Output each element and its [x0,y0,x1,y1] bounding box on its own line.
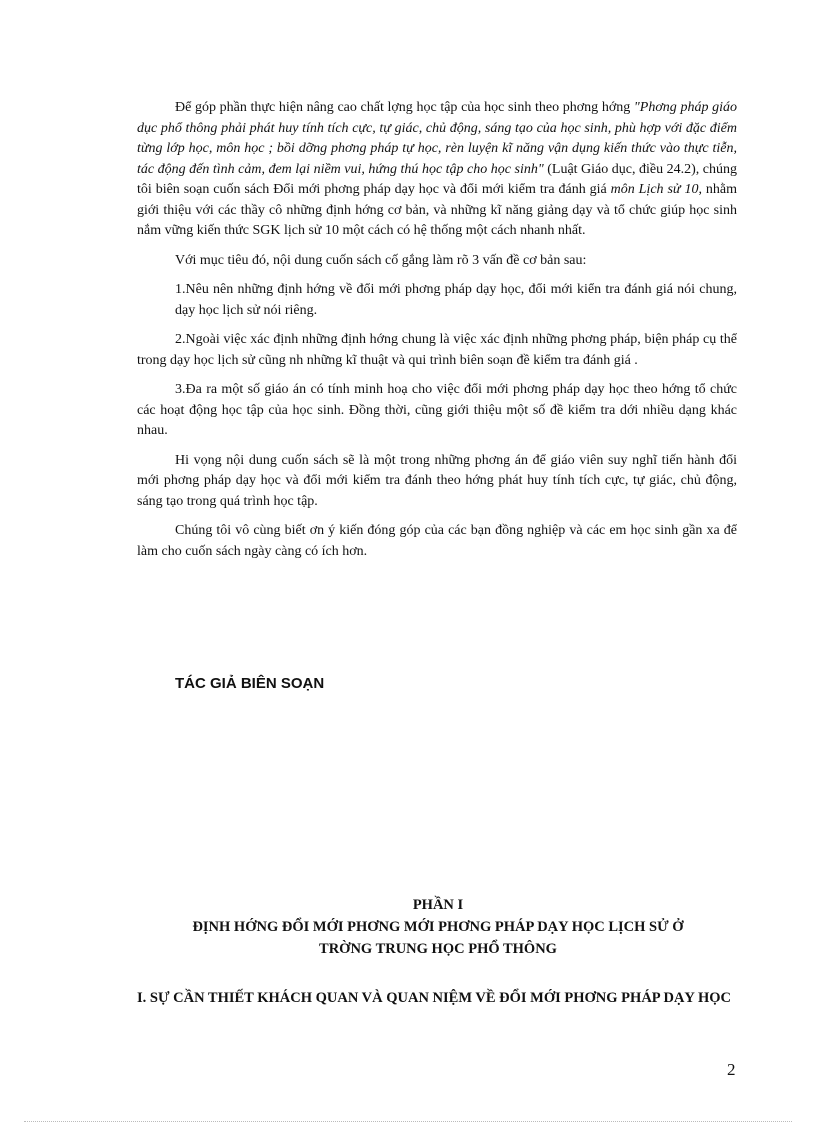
preface-point-3: 3.Đa ra một số giáo án có tính minh hoạ cho việc đổi mới phơng pháp dạy học theo hớng tổ chức các hoạt động học tập của học sinh. Đồng thời, cũng giới thiệu một số đề kiểm tra dới nhiều dạng khác nhau. [137,382,737,438]
preface-paragraph-2: Với mục tiêu đó, nội dung cuốn sách cố gắng làm rõ 3 vấn đề cơ bản sau: [175,252,587,268]
section-heading: I. SỰ CẦN THIẾT KHÁCH QUAN VÀ QUAN NIỆM VỀ ĐỔI MỚI PHƠNG PHÁP DẠY HỌC [137,990,732,1006]
p1-mid: (Luật Giáo dục, điều 24.2), chúng tôi biên soạn cuốn sách Đổi mới phơng pháp dạy học và đổi mới kiểm tra đánh giá [137,161,737,197]
preface-point-1: 1.Nêu nên những định hớng về đổi mới phơng pháp dạy học, đổi mới kiển tra đánh giá nói chung, dạy học lịch sử nói riêng. [175,282,737,318]
p1-lead: Để góp phần thực hiện nâng cao chất lợng học tập của học sinh theo phơng hớng [175,100,634,115]
author-signature: TÁC GIẢ BIÊN SOẠN [175,675,325,692]
part-number: PHẦN I [412,897,464,913]
part-title-line-1: ĐỊNH HỚNG ĐỔI MỚI PHƠNG MỚI PHƠNG PHÁP DẠY HỌC LỊCH SỬ Ở [192,919,684,935]
p1-tail: , nhằm giới thiệu với các thầy cô những định hớng cơ bản, và những kĩ năng giảng dạy và tổ chức giúp học sinh nắm vững kiến thức SGK lịch sử 10 một cách có hệ thống một cách nhanh nhất. [137,182,737,238]
preface-paragraph-thanks: Chúng tôi vô cùng biết ơn ý kiến đóng góp của các bạn đồng nghiệp và các em học sinh gần xa để làm cho cuốn sách ngày càng có ích hơn. [137,523,737,559]
p1-quote: "Phơng pháp giáo dục phổ thông phải phát huy tính tích cực, tự giác, chủ động, sáng tạo của học sinh, phù hợp với đặc điểm từng lớp học, môn học ; bồi dỡng phơng pháp tự học, rèn luyện kĩ năng vận dụng kiến thức vào thực tiễn, tác động đến tình cảm, đem lại niềm vui, hứng thú học tập cho học sinh" [137,100,738,177]
page-number: 2 [727,1060,736,1079]
preface-paragraph-1 [137,98,737,242]
p1-subject: môn Lịch sử 10 [610,182,699,197]
preface-point-2: 2.Ngoài việc xác định những định hớng chung là việc xác định những phơng pháp, biện pháp cụ thể trong dạy học lịch sử cũng nh những kĩ thuật và qui trình biên soạn đề kiểm tra đánh giá . [137,332,737,368]
part-title-line-2: TRỜNG TRUNG HỌC PHỔ THÔNG [319,941,557,957]
preface-text [137,98,737,571]
preface-paragraph-hope: Hi vọng nội dung cuốn sách sẽ là một trong những phơng án để giáo viên suy nghĩ tiến hành đổi mới phơng pháp dạy học và đổi mới kiểm tra đánh theo hớng phát huy tính tích cực, tự giác, chủ động, sáng tạo trong quá trình học tập. [137,452,737,509]
page-bottom-divider [24,1121,792,1122]
